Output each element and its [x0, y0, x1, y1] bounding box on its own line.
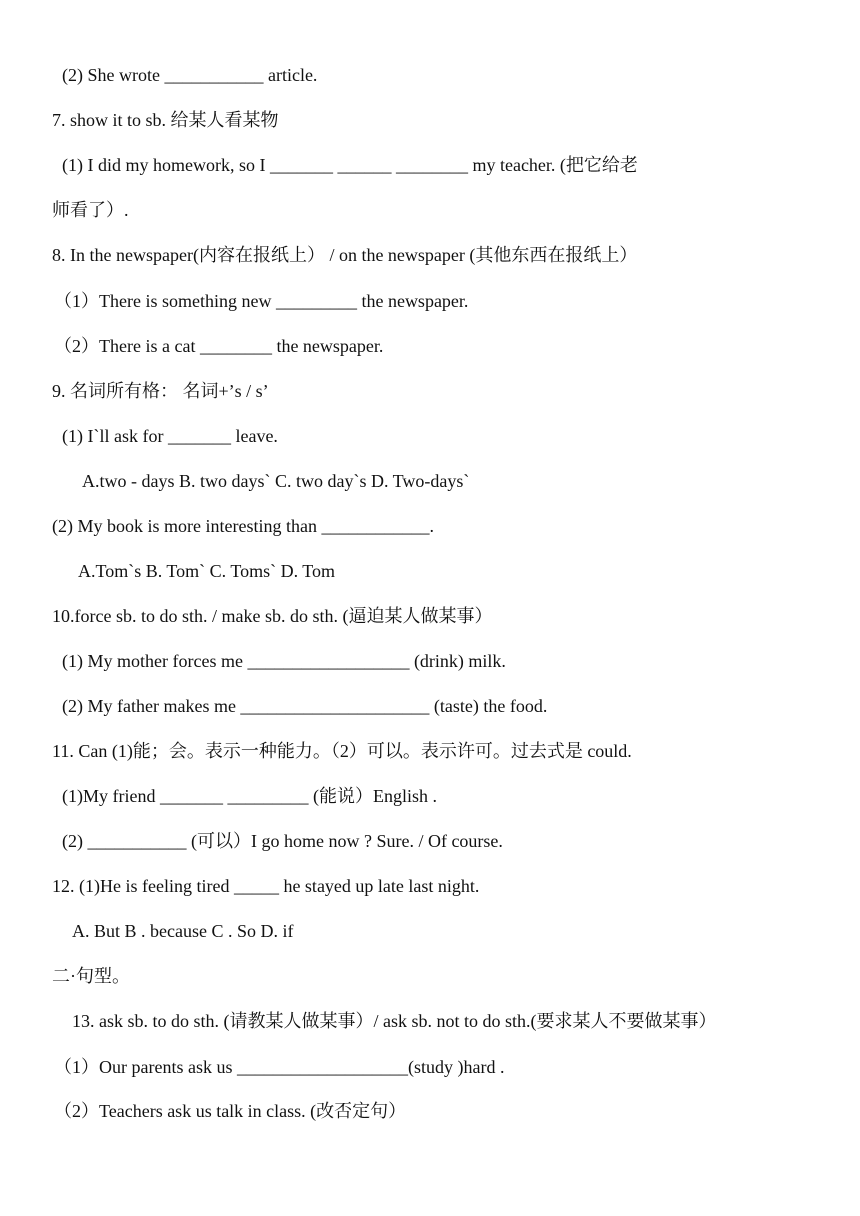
item-11-heading: 11. Can (1)能；会。表示一种能力。（2）可以。表示许可。过去式是 could. — [52, 741, 632, 761]
text-line-3: (1) I did my homework, so I _______ ______ ________ my teacher. (把它给老 — [62, 155, 638, 175]
text-line-11: (2) My book is more interesting than ____________. — [52, 516, 434, 536]
section-heading: 二·句型。 — [52, 966, 130, 986]
text-line-23: （1）Our parents ask us ___________________(study )hard . — [54, 1057, 505, 1077]
item-9-heading: 9. 名词所有格： 名词+’s / s’ — [52, 381, 269, 401]
text-line-6: （1）There is something new _________ the newspaper. — [54, 291, 469, 311]
item-13-heading: 13. ask sb. to do sth. (请教某人做某事）/ ask sb. not to do sth.(要求某人不要做某事） — [72, 1011, 717, 1031]
options-line-20: A. But B . because C . So D. if — [72, 921, 294, 941]
text-line-1: (2) She wrote ___________ article. — [62, 65, 318, 85]
text-line-4: 师看了）. — [52, 200, 129, 220]
item-7-heading: 7. show it to sb. 给某人看某物 — [52, 110, 279, 130]
options-line-12: A.Tom`s B. Tom` C. Toms` D. Tom — [78, 561, 335, 581]
text-line-17: (1)My friend _______ _________ (能说）English . — [62, 786, 437, 806]
options-line-10: A.two - days B. two days` C. two day`s D. Two-days` — [82, 471, 470, 491]
text-line-14: (1) My mother forces me __________________ (drink) milk. — [62, 651, 506, 671]
text-line-24: （2）Teachers ask us talk in class. (改否定句） — [54, 1101, 407, 1121]
text-line-18: (2) ___________ (可以）I go home now ? Sure. / Of course. — [62, 831, 503, 851]
text-line-9: (1) I`ll ask for _______ leave. — [62, 426, 278, 446]
text-line-15: (2) My father makes me _____________________ (taste) the food. — [62, 696, 548, 716]
item-10-heading: 10.force sb. to do sth. / make sb. do sth. (逼迫某人做某事） — [52, 606, 493, 626]
item-8-heading: 8. In the newspaper(内容在报纸上） / on the newspaper (其他东西在报纸上） — [52, 245, 638, 265]
text-line-7: （2）There is a cat ________ the newspaper. — [54, 336, 384, 356]
item-12-heading: 12. (1)He is feeling tired _____ he stayed up late last night. — [52, 876, 480, 896]
